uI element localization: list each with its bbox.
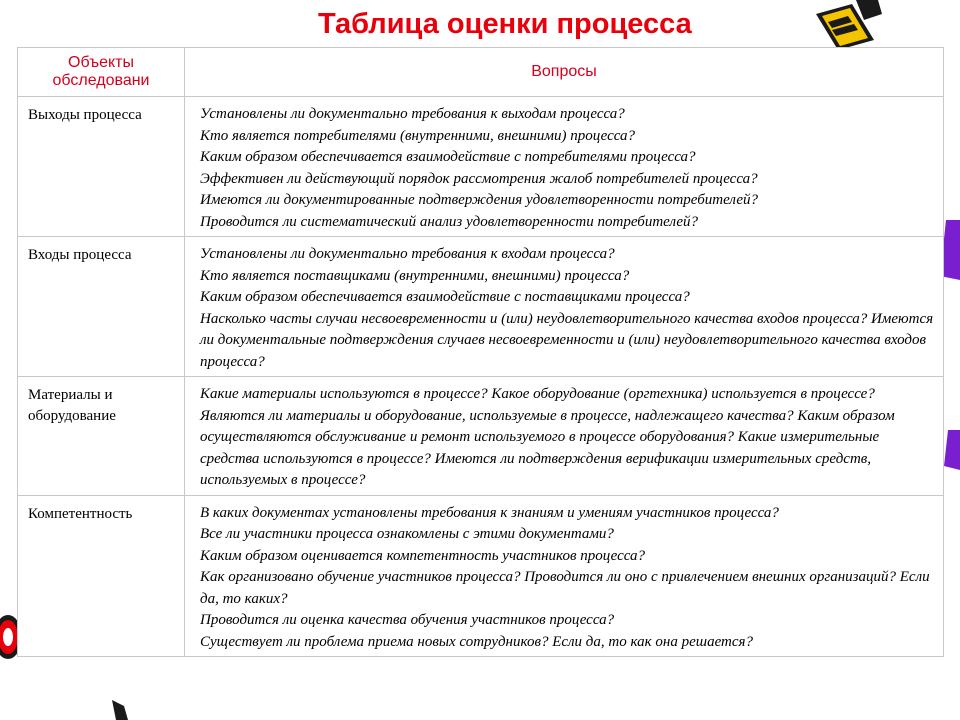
question: Установлены ли документально требования к выходам процесса? <box>200 106 625 122</box>
question: Насколько часты случаи несвоевременности и (или) неудовлетворительного качества входов процесса? Имеются ли документальные подтверждения случаев несвоевременности и (или) неудовлетворительного качества входов процесса? <box>200 310 934 370</box>
row-questions <box>185 495 944 657</box>
header-objects: Объекты обследовани <box>18 48 185 97</box>
question: Установлены ли документально требования к входам процесса? <box>200 246 615 262</box>
question: Кто является потребителями (внутренними, внешними) процесса? <box>200 127 636 144</box>
question: Проводится ли оценка качества обучения участников процесса? <box>200 612 615 628</box>
question: Каким образом оценивается компетентность участников процесса? <box>200 547 645 564</box>
question: Имеются ли документированные подтверждения удовлетворенности потребителей? <box>200 192 758 208</box>
question: Проводится ли систематический анализ удовлетворенности потребителей? <box>200 213 699 230</box>
row-object: Выходы процесса <box>18 97 185 237</box>
question: Все ли участники процесса ознакомлены с этими документами? <box>200 526 614 542</box>
table-row <box>18 97 944 237</box>
question: Каким образом обеспечивается взаимодействие с потребителями процесса? <box>200 149 696 165</box>
question: Каким образом обеспечивается взаимодействие с поставщиками процесса? <box>200 289 690 305</box>
row-object: Входы процесса <box>18 237 185 377</box>
assessment-table <box>17 47 944 657</box>
table-row <box>18 495 944 657</box>
title-area <box>0 0 960 50</box>
table-row <box>18 377 944 496</box>
page-title: Таблица оценки процесса <box>318 8 692 40</box>
row-object: Компетентность <box>18 495 185 657</box>
question: Как организовано обучение участников процесса? Проводится ли оно с привлечением внешних организаций? Если да, то каких? <box>200 569 930 607</box>
row-questions <box>185 97 944 237</box>
question: Существует ли проблема приема новых сотрудников? Если да, то как она решается? <box>200 633 753 650</box>
row-questions <box>185 237 944 377</box>
dark-corner-shape-icon <box>112 700 128 720</box>
purple-shape-icon <box>944 430 960 470</box>
question: В каких документах установлены требования к знаниям и умениям участников процесса? <box>200 504 779 521</box>
row-questions <box>185 377 944 496</box>
question: Какие материалы используются в процессе? Какое оборудование (оргтехника) используется в процессе? Являются ли материалы и оборудование, используемые в процессе, надлежащего качества? Каким образом осуществляются обслуживание и ремонт используемого в процессе оборудования? Какие измерительные средства используются в процессе? Имеются ли подтверждения верификации измерительных средств, используемых в процессе? <box>200 386 895 488</box>
table-header-row <box>18 48 944 97</box>
question: Кто является поставщиками (внутренними, внешними) процесса? <box>200 267 630 284</box>
header-questions: Вопросы <box>185 48 944 97</box>
row-object: Материалы и оборудование <box>18 377 185 496</box>
table-row <box>18 237 944 377</box>
question: Эффективен ли действующий порядок рассмотрения жалоб потребителей процесса? <box>200 170 758 187</box>
